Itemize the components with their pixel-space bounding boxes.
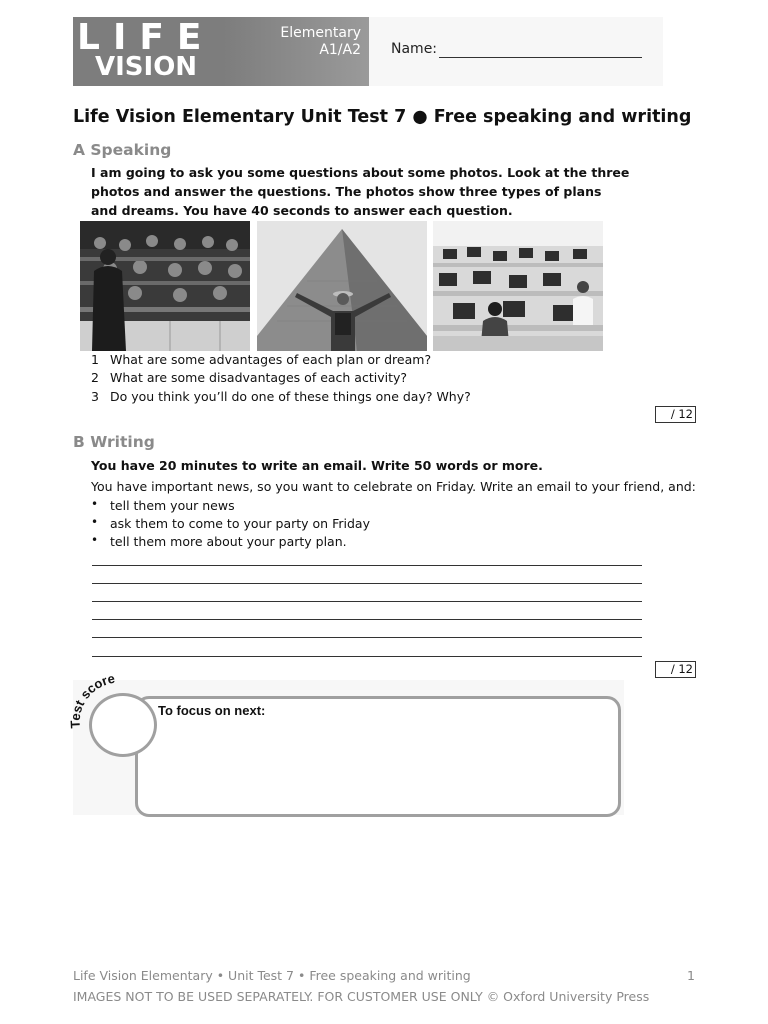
name-label: Name: xyxy=(391,41,438,57)
writing-bullet: tell them your news xyxy=(110,498,235,513)
speaking-score-box[interactable]: / 12 xyxy=(655,406,696,423)
test-score-arc-label xyxy=(66,672,156,732)
test-score-label: Test score xyxy=(67,672,117,729)
logo-life-text: LIFE xyxy=(77,17,215,58)
question-number: 2 xyxy=(91,370,99,385)
life-vision-logo xyxy=(73,17,369,86)
photo-open-plan-office xyxy=(433,221,603,351)
answer-line[interactable] xyxy=(92,601,642,602)
focus-label: To focus on next: xyxy=(158,703,266,718)
question-text: What are some advantages of each plan or dream? xyxy=(110,352,432,367)
logo-vision-text: VISION xyxy=(95,52,198,82)
bullet-icon: • xyxy=(91,497,99,511)
question-number: 3 xyxy=(91,389,99,404)
writing-bullet: tell them more about your party plan. xyxy=(110,534,347,549)
writing-instruction: You have 20 minutes to write an email. Write 50 words or more. xyxy=(91,458,543,473)
answer-line[interactable] xyxy=(92,583,642,584)
level-label xyxy=(280,25,361,59)
writing-prompt: You have important news, so you want to celebrate on Friday. Write an email to your friend, and: xyxy=(91,479,696,494)
writing-bullet: ask them to come to your party on Friday xyxy=(110,516,370,531)
question-text: Do you think you’ll do one of these things one day? Why? xyxy=(110,389,471,404)
answer-line[interactable] xyxy=(92,656,642,657)
footer-copyright: IMAGES NOT TO BE USED SEPARATELY. FOR CUSTOMER USE ONLY © Oxford University Press xyxy=(73,989,650,1004)
level-line-1: Elementary xyxy=(280,25,361,41)
answer-line[interactable] xyxy=(92,619,642,620)
answer-line[interactable] xyxy=(92,637,642,638)
writing-heading: B Writing xyxy=(73,433,155,451)
question-text: What are some disadvantages of each activity? xyxy=(110,370,408,385)
bullet-icon: • xyxy=(91,533,99,547)
page-title: Life Vision Elementary Unit Test 7 ● Free speaking and writing xyxy=(73,107,692,127)
svg-text:Test score xyxy=(67,672,116,729)
bullet-icon: • xyxy=(91,515,99,529)
lecture-hall-illustration xyxy=(80,221,250,351)
level-line-2: A1/A2 xyxy=(319,42,361,58)
photo-lecture-hall xyxy=(80,221,250,351)
writing-score-box[interactable]: / 12 xyxy=(655,661,696,678)
answer-line[interactable] xyxy=(92,565,642,566)
question-number: 1 xyxy=(91,352,99,367)
pyramid-illustration xyxy=(257,221,427,351)
speaking-heading: A Speaking xyxy=(73,141,172,159)
page-number: 1 xyxy=(687,968,695,983)
office-illustration xyxy=(433,221,603,351)
speaking-instruction: I am going to ask you some questions about some photos. Look at the three photos and answer the questions. The photos show three types of plans and dreams. You have 40 seconds to answer each question. xyxy=(91,165,630,218)
name-field-line[interactable] xyxy=(439,57,642,58)
photo-pyramid-traveller xyxy=(257,221,427,351)
footer-title: Life Vision Elementary • Unit Test 7 • Free speaking and writing xyxy=(73,968,471,983)
